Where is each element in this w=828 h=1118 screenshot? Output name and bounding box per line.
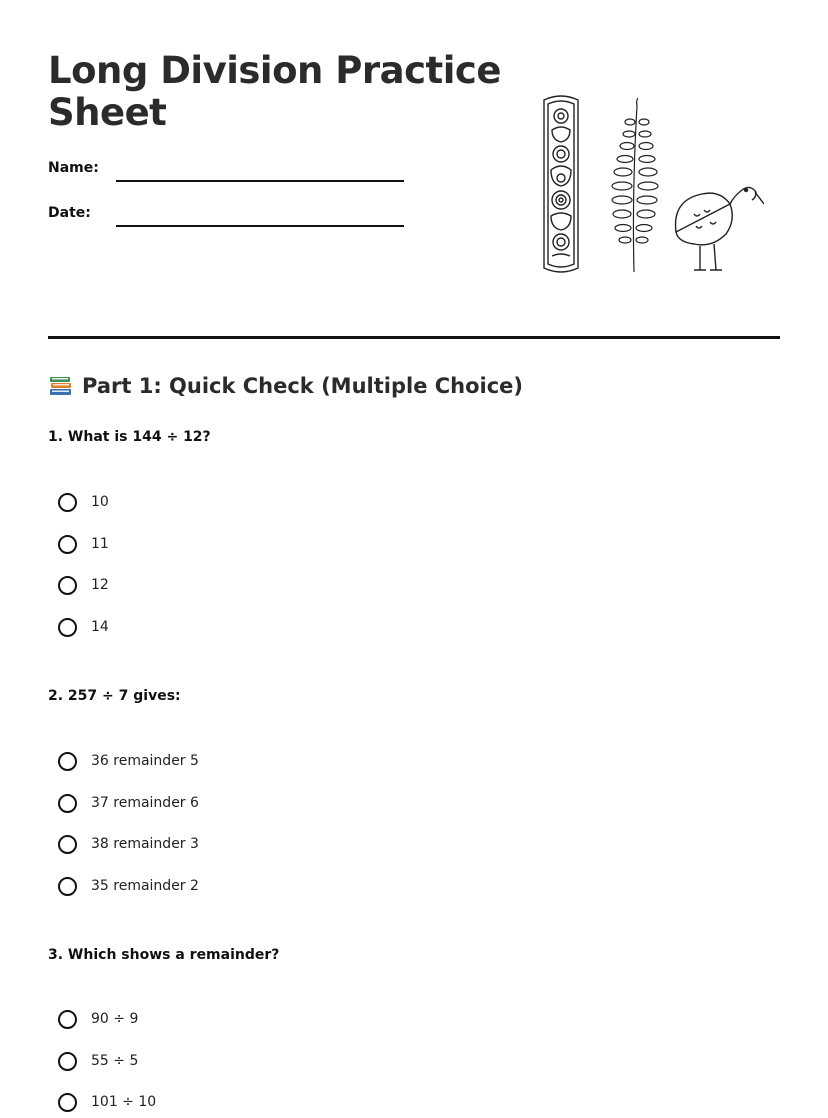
option-label: 55 ÷ 5 bbox=[91, 1053, 139, 1069]
books-icon bbox=[48, 374, 74, 398]
option-label: 90 ÷ 9 bbox=[91, 1011, 139, 1027]
q3-option-2[interactable] bbox=[58, 1048, 138, 1074]
section-title: Part 1: Quick Check (Multiple Choice) bbox=[82, 374, 524, 398]
radio-button[interactable] bbox=[58, 535, 77, 554]
section-heading bbox=[48, 374, 523, 398]
silver-fern-icon bbox=[612, 98, 658, 272]
radio-button[interactable] bbox=[58, 877, 77, 896]
q3-option-3[interactable] bbox=[58, 1089, 156, 1115]
option-label: 37 remainder 6 bbox=[91, 795, 199, 811]
page-title bbox=[48, 50, 501, 134]
q1-option-3[interactable] bbox=[58, 572, 109, 598]
radio-button[interactable] bbox=[58, 1010, 77, 1029]
option-label: 36 remainder 5 bbox=[91, 753, 199, 769]
q2-option-1[interactable] bbox=[58, 748, 199, 774]
option-label: 14 bbox=[91, 619, 109, 635]
radio-button[interactable] bbox=[58, 1093, 77, 1112]
date-field[interactable] bbox=[116, 225, 404, 227]
radio-button[interactable] bbox=[58, 618, 77, 637]
name-field[interactable] bbox=[116, 180, 404, 182]
radio-button[interactable] bbox=[58, 752, 77, 771]
radio-button[interactable] bbox=[58, 576, 77, 595]
question-2: 2. 257 ÷ 7 gives: bbox=[48, 688, 181, 704]
section-divider bbox=[48, 336, 780, 339]
q1-option-2[interactable] bbox=[58, 531, 109, 557]
page-title-line-2: Sheet bbox=[48, 91, 167, 134]
radio-button[interactable] bbox=[58, 1052, 77, 1071]
q2-option-2[interactable] bbox=[58, 790, 199, 816]
option-label: 10 bbox=[91, 494, 109, 510]
radio-button[interactable] bbox=[58, 835, 77, 854]
q1-option-4[interactable] bbox=[58, 614, 109, 640]
page-title-line-1: Long Division Practice bbox=[48, 49, 501, 92]
illustrations bbox=[534, 92, 764, 278]
question-1: 1. What is 144 ÷ 12? bbox=[48, 429, 211, 445]
q2-option-3[interactable] bbox=[58, 831, 199, 857]
carved-pou-icon bbox=[544, 96, 578, 272]
option-label: 35 remainder 2 bbox=[91, 878, 199, 894]
option-label: 38 remainder 3 bbox=[91, 836, 199, 852]
option-label: 101 ÷ 10 bbox=[91, 1094, 157, 1110]
date-label: Date: bbox=[48, 205, 91, 221]
radio-button[interactable] bbox=[58, 794, 77, 813]
q1-option-1[interactable] bbox=[58, 489, 109, 515]
option-label: 11 bbox=[91, 536, 109, 552]
name-label: Name: bbox=[48, 160, 99, 176]
question-3: 3. Which shows a remainder? bbox=[48, 947, 280, 963]
kiwi-bird-icon bbox=[676, 187, 764, 270]
q3-option-1[interactable] bbox=[58, 1006, 138, 1032]
q2-option-4[interactable] bbox=[58, 873, 199, 899]
radio-button[interactable] bbox=[58, 493, 77, 512]
option-label: 12 bbox=[91, 577, 109, 593]
